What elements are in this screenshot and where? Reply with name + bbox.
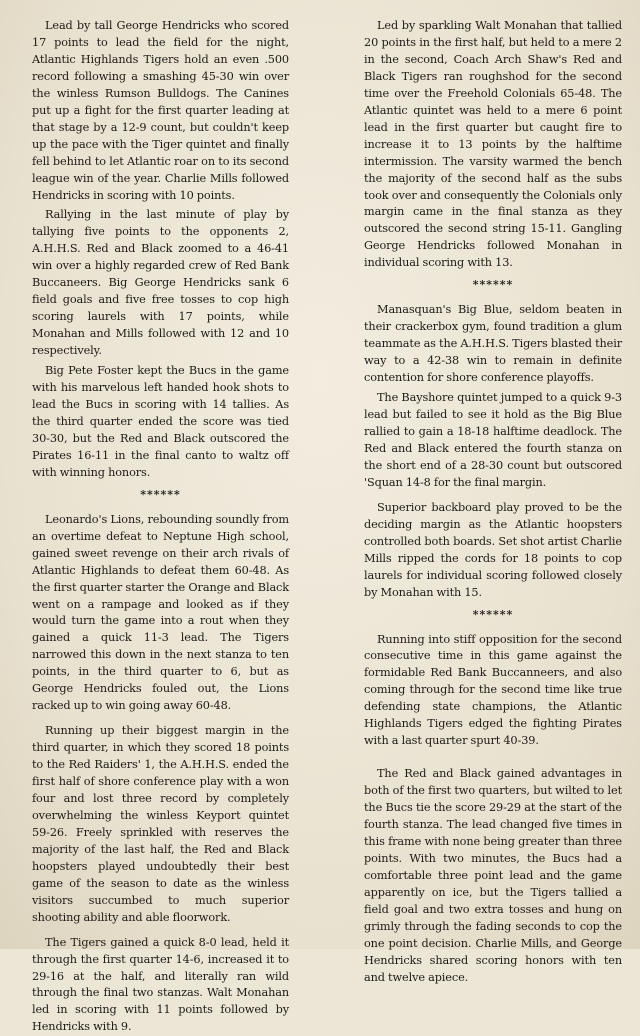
section-separator: ****** [140, 487, 181, 501]
right-column [364, 18, 622, 1036]
paragraph-freehold-game: Led by sparkling Walt Monahan that tallied 20 points in the first half, but held to a mere 2 in the second, Coach Arch Shaw's Red and Black Tigers ran roughshod for the second time over the Freehold Colonials 65-48. The Atlantic quintet was held to a mere 6 point lead in the first quarter but caught fire to increase it to 13 points by the halftime intermission. The varsity warmed the bench the majority of the second half as the subs took over and consequently the Colonials only margin came in the final stanza as they outscored the second string 15-11. Gangling George Hendricks followed Monahan in individual scoring with 13. [364, 19, 622, 270]
paragraph-final-quarter: The Red and Black gained advantages in both of the first two quarters, but wilted to let the Bucs tie the score 29-29 at the start of the fourth stanza. The lead changed five times in this frame with none being greater than three points. With two minutes, the Bucs had a comfortable three point lead and the game apparently on ice, but the Tigers tallied a field goal and two extra tosses and hung on grimly through the fading seconds to cop the one point decision. Charlie Mills, and George Hendricks shared scoring honors with ten and twelve apiece. [364, 767, 622, 984]
paragraph-manasquan-game: Manasquan's Big Blue, seldom beaten in their crackerbox gym, found tradition a glum teammate as the A.H.H.S. Tigers blasted their way to a 42-38 win to remain in definite contention for shore conference playoffs. [364, 303, 622, 385]
paragraph-rumson-game: Lead by tall George Hendricks who scored 17 points to lead the field for the night, Atlantic Highlands Tigers hold an even .500 record following a smashing 45-30 win over the winless Rumson Bulldogs. The Canines put up a fight for the first quarter leading at that stage by a 12-9 count, but couldn't keep up the pace with the Tiger quintet and finally fell behind to let Atlantic roar on to its second league win of the year. Charlie Mills followed Hendricks in scoring with 10 points. [32, 19, 289, 202]
article-columns [32, 18, 626, 1036]
left-column [32, 18, 289, 1036]
paragraph-leonardo-lions: Leonardo's Lions, rebounding soundly from an overtime defeat to Neptune High school, gained sweet revenge on their arch rivals of Atlantic Highlands to defeat them 60-48. As the first quarter starter the Orange and Black went on a rampage and looked as if they would turn the game into a rout when they gained a quick 11-3 lead. The Tigers narrowed this down in the next stanza to ten points, in the third quarter to 6, but as George Hendricks fouled out, the Lions racked up to win going away 60-48. [32, 512, 289, 713]
paragraph-red-bank-rematch: Running into stiff opposition for the second consecutive time in this game against the formidable Red Bank Buccanneers, and also coming through for the second time like true defending state champions, the Atlantic Highlands Tigers edged the fighting Pirates with a last quarter spurt 40-39. [364, 632, 622, 748]
paragraph-tigers-lead: The Tigers gained a quick 8-0 lead, held it through the first quarter 14-6, increased it to 29-16 at the half, and literally ran wild through the final two stanzas. Walt Monahan led in scoring with 11 points followed by Hendricks with 9. [32, 935, 289, 1034]
section-separator: ****** [472, 607, 514, 621]
paragraph-pete-foster: Big Pete Foster kept the Bucs in the game with his marvelous left handed hook shots to lead the Bucs in scoring with 14 tallies. As the third quarter ended the score was tied 30-30, but the Red and Black outscored the Pirates 16-11 in the final canto to waltz off with winning honors. [32, 364, 289, 479]
paragraph-keyport-game: Running up their biggest margin in the third quarter, in which they scored 18 points to the Red Raiders' 1, the A.H.H.S. ended the first half of shore conference play with a won four and lost three record by completely overwhelming the winless Keyport quintet 59-26. Freely sprinkled with reserves the majority of the last half, the Red and Black hoopsters played undoubtedly their best game of the season to date as the winless visitors succumbed to much superior shooting ability and able floorwork. [32, 724, 289, 924]
paragraph-red-bank-rally: Rallying in the last minute of play by tallying five points to the opponents 2, A.H.H.S. Red and Black zoomed to a 46-41 win over a highly regarded crew of Red Bank Buccaneers. Big George Hendricks sank 6 field goals and five free tosses to cop high scoring laurels with 17 points, while Monahan and Mills followed with 12 and 10 respectively. [32, 208, 289, 358]
paragraph-backboard-play: Superior backboard play proved to be the deciding margin as the Atlantic hoopsters controlled both boards. Set shot artist Charlie Mills ripped the cords for 18 points to cop laurels for individual scoring followed closely by Monahan with 15. [364, 500, 622, 599]
section-separator: ****** [472, 278, 514, 292]
paragraph-bayshore-quintet: The Bayshore quintet jumped to a quick 9-3 lead but failed to see it hold as the Big Blue rallied to gain a 18-18 halftime deadlock. The Red and Black entered the fourth stanza on the short end of a 28-30 count but outscored 'Squan 14-8 for the final margin. [364, 391, 622, 489]
